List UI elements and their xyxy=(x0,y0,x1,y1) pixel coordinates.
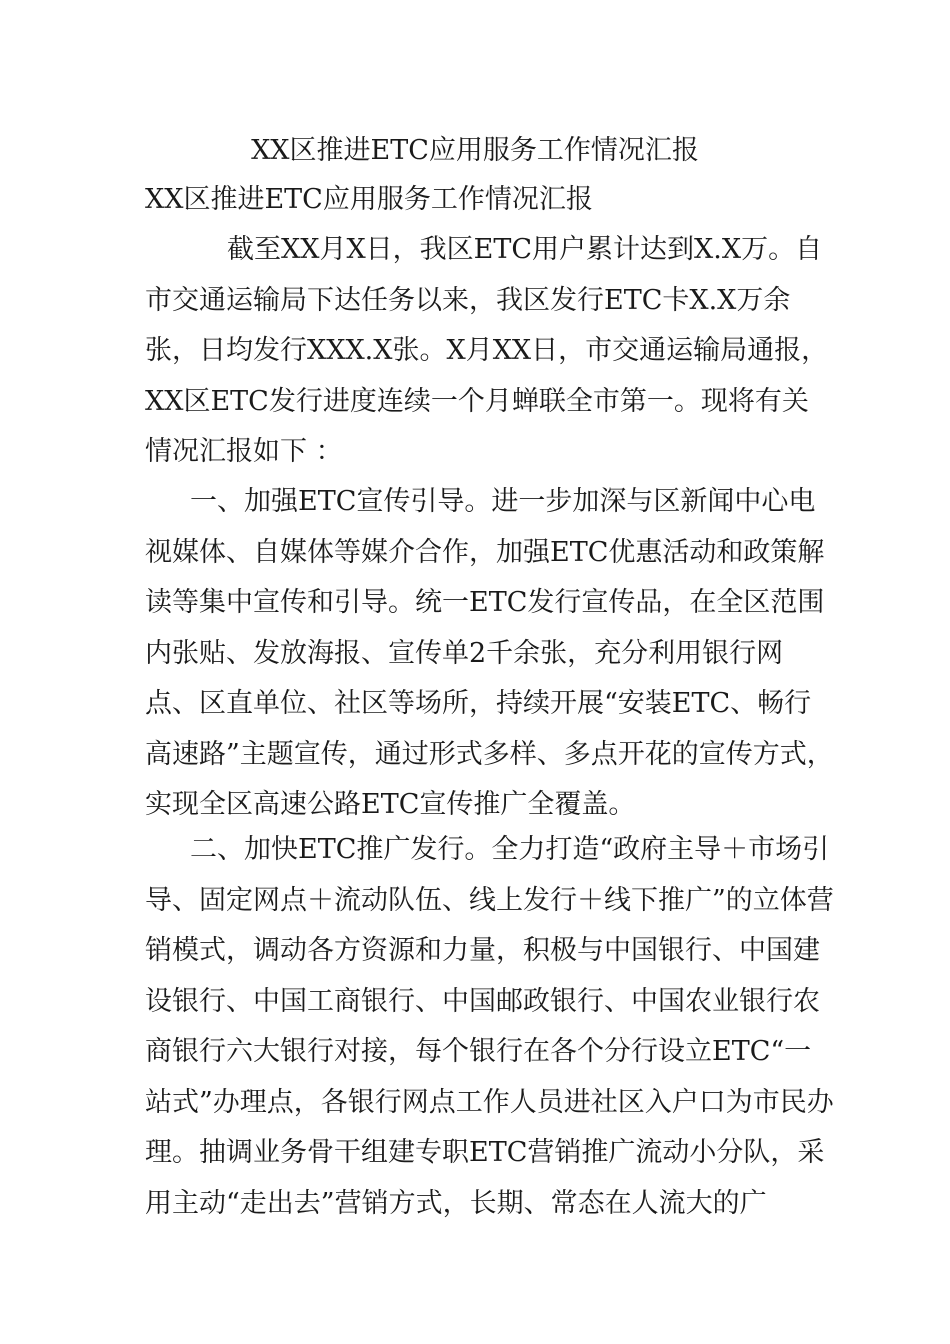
paragraph-section-1: 一、加强ETC宣传引导。进一步加深与区新闻中心电视媒体、自媒体等媒介合作，加强ETC优惠活动和政策解读等集中宣传和引导。统一ETC发行宣传品，在全区范围内张贴、发放海报、宣传单2千余张，充分利用银行网点、区直单位、社区等场所，持续开展“安装ETC、畅行高速路”主题宣传，通过形式多样、多点开花的宣传方式，实现全区高速公路ETC宣传推广全覆盖。 xyxy=(145,486,834,820)
paragraph-section-2: 二、加快ETC推广发行。全力打造“政府主导＋市场引导、固定网点＋流动队伍、线上发行＋线下推广”的立体营销模式，调动各方资源和力量，积极与中国银行、中国建设银行、中国工商银行、中国邮政银行、中国农业银行农商银行六大银行对接，每个银行在各个分行设立ETC“一站式”办理点，各银行网点工作人员进社区入户口为市民办理。抽调业务骨干组建专职ETC营销推广流动小分队，采用主动“走出去”营销方式，长期、常态在人流大的广 xyxy=(145,834,834,1219)
document-title: XX区推进ETC应用服务工作情况汇报 xyxy=(251,135,699,166)
document-subtitle: XX区推进ETC应用服务工作情况汇报 xyxy=(145,184,593,215)
paragraph-intro: 截至XX月X日，我区ETC用户累计达到X.X万。自市交通运输局下达任务以来，我区发行ETC卡X.X万余张，日均发行XXX.X张。X月XX日，市交通运输局通报，XX区ETC发行进度连续一个月蝉联全市第一。现将有关情况汇报如下 ： xyxy=(145,234,829,467)
